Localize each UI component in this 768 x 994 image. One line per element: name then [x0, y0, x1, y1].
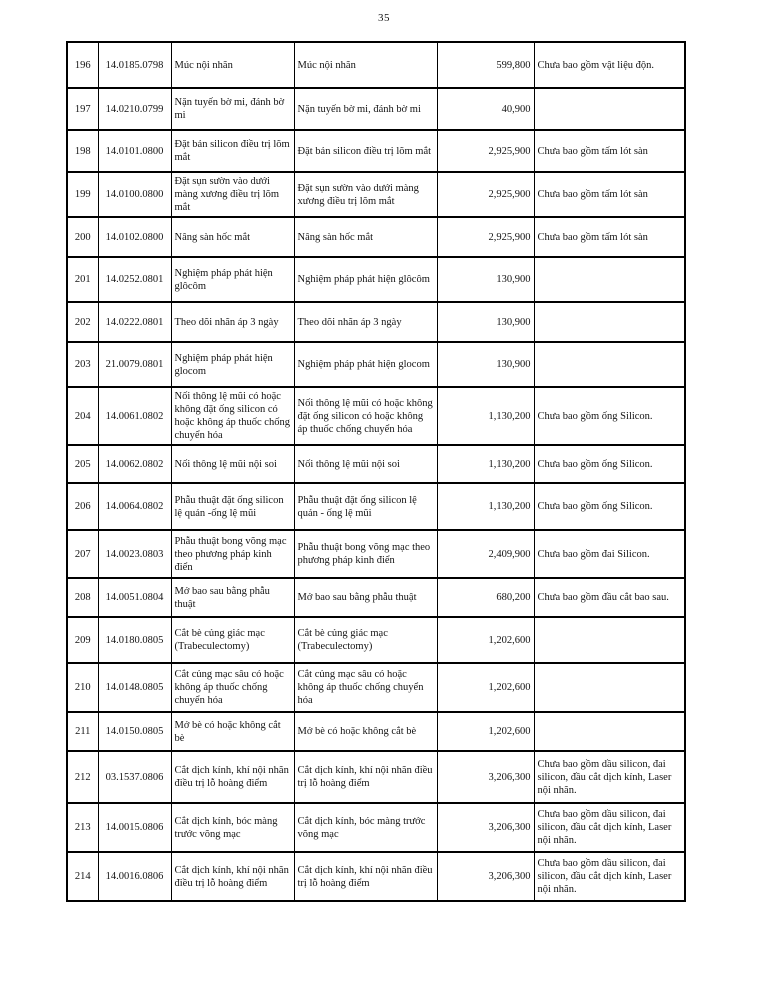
price-cell: 130,900	[437, 342, 534, 387]
note-cell: Chưa bao gồm tấm lót sàn	[534, 172, 685, 217]
row-number-cell: 205	[67, 445, 98, 483]
note-cell	[534, 342, 685, 387]
service-name-secondary-cell: Phẫu thuật bong võng mạc theo phương pháp kinh điển	[294, 530, 437, 578]
row-number-cell: 200	[67, 217, 98, 257]
table-row	[67, 257, 685, 302]
note-cell	[534, 663, 685, 712]
service-name-primary-cell: Cắt dịch kính, khí nội nhãn điều trị lỗ hoàng điểm	[171, 751, 294, 803]
service-name-secondary-cell: Cắt bè củng giác mạc (Trabeculectomy)	[294, 617, 437, 663]
row-number-cell: 210	[67, 663, 98, 712]
service-code-cell: 14.0148.0805	[98, 663, 171, 712]
service-name-primary-cell: Nghiệm pháp phát hiện glôcôm	[171, 257, 294, 302]
table-row	[67, 172, 685, 217]
service-code-cell: 03.1537.0806	[98, 751, 171, 803]
note-cell: Chưa bao gồm tấm lót sàn	[534, 217, 685, 257]
service-name-secondary-cell: Cắt dịch kính, khí nội nhãn điều trị lỗ hoàng điểm	[294, 852, 437, 901]
table-row	[67, 387, 685, 445]
table-row	[67, 852, 685, 901]
price-cell: 40,900	[437, 88, 534, 130]
table-row	[67, 445, 685, 483]
service-name-primary-cell: Cắt dịch kính, bóc màng trước võng mạc	[171, 803, 294, 852]
service-name-primary-cell: Nối thông lệ mũi nội soi	[171, 445, 294, 483]
note-cell	[534, 257, 685, 302]
service-name-primary-cell: Phẫu thuật đặt ống silicon lệ quản -ống lệ mũi	[171, 483, 294, 530]
service-name-secondary-cell: Cắt dịch kính, khí nội nhãn điều trị lỗ hoàng điểm	[294, 751, 437, 803]
row-number-cell: 213	[67, 803, 98, 852]
service-name-primary-cell: Đặt sụn sườn vào dưới màng xương điều trị lõm mắt	[171, 172, 294, 217]
service-name-secondary-cell: Nối thông lệ mũi có hoặc không đặt ống silicon có hoặc không áp thuốc chống chuyển hóa	[294, 387, 437, 445]
table-row	[67, 530, 685, 578]
note-cell	[534, 302, 685, 342]
service-code-cell: 14.0180.0805	[98, 617, 171, 663]
note-cell	[534, 617, 685, 663]
service-price-table	[66, 41, 686, 902]
table-row	[67, 578, 685, 617]
service-code-cell: 14.0100.0800	[98, 172, 171, 217]
table-row	[67, 483, 685, 530]
table-row	[67, 617, 685, 663]
table-row	[67, 712, 685, 751]
note-cell	[534, 88, 685, 130]
table-row	[67, 42, 685, 88]
row-number-cell: 196	[67, 42, 98, 88]
row-number-cell: 198	[67, 130, 98, 172]
note-cell: Chưa bao gồm vật liệu độn.	[534, 42, 685, 88]
row-number-cell: 207	[67, 530, 98, 578]
note-cell: Chưa bao gồm đầu cắt bao sau.	[534, 578, 685, 617]
row-number-cell: 208	[67, 578, 98, 617]
service-name-primary-cell: Đặt bản silicon điều trị lõm mắt	[171, 130, 294, 172]
note-cell: Chưa bao gồm ống Silicon.	[534, 387, 685, 445]
note-cell: Chưa bao gồm đai Silicon.	[534, 530, 685, 578]
service-name-primary-cell: Mở bè có hoặc không cắt bè	[171, 712, 294, 751]
service-code-cell: 14.0023.0803	[98, 530, 171, 578]
row-number-cell: 209	[67, 617, 98, 663]
price-cell: 130,900	[437, 257, 534, 302]
price-cell: 2,409,900	[437, 530, 534, 578]
note-cell: Chưa bao gồm tấm lót sàn	[534, 130, 685, 172]
service-code-cell: 14.0252.0801	[98, 257, 171, 302]
price-cell: 2,925,900	[437, 172, 534, 217]
service-code-cell: 14.0015.0806	[98, 803, 171, 852]
row-number-cell: 211	[67, 712, 98, 751]
service-name-primary-cell: Cắt dịch kính, khí nội nhãn điều trị lỗ hoàng điểm	[171, 852, 294, 901]
service-name-primary-cell: Nối thông lệ mũi có hoặc không đặt ống silicon có hoặc không áp thuốc chống chuyển hóa	[171, 387, 294, 445]
table-row	[67, 217, 685, 257]
price-cell: 680,200	[437, 578, 534, 617]
table-body	[67, 42, 685, 901]
row-number-cell: 199	[67, 172, 98, 217]
table-row	[67, 130, 685, 172]
service-name-primary-cell: Múc nội nhãn	[171, 42, 294, 88]
note-cell	[534, 712, 685, 751]
service-name-secondary-cell: Mở bè có hoặc không cắt bè	[294, 712, 437, 751]
service-name-secondary-cell: Cắt củng mạc sâu có hoặc không áp thuốc chống chuyển hóa	[294, 663, 437, 712]
price-cell: 1,130,200	[437, 483, 534, 530]
note-cell: Chưa bao gồm ống Silicon.	[534, 445, 685, 483]
price-cell: 3,206,300	[437, 803, 534, 852]
service-code-cell: 14.0102.0800	[98, 217, 171, 257]
service-code-cell: 14.0062.0802	[98, 445, 171, 483]
service-name-primary-cell: Nặn tuyến bờ mi, đánh bờ mi	[171, 88, 294, 130]
service-name-primary-cell: Mở bao sau bằng phẫu thuật	[171, 578, 294, 617]
price-cell: 1,202,600	[437, 617, 534, 663]
price-cell: 1,130,200	[437, 387, 534, 445]
service-name-primary-cell: Nâng sàn hốc mắt	[171, 217, 294, 257]
service-code-cell: 14.0064.0802	[98, 483, 171, 530]
service-name-secondary-cell: Nghiệm pháp phát hiện glocom	[294, 342, 437, 387]
table-row	[67, 663, 685, 712]
price-cell: 1,130,200	[437, 445, 534, 483]
service-code-cell: 14.0150.0805	[98, 712, 171, 751]
price-cell: 2,925,900	[437, 130, 534, 172]
row-number-cell: 197	[67, 88, 98, 130]
table-row	[67, 88, 685, 130]
service-code-cell: 14.0051.0804	[98, 578, 171, 617]
price-cell: 130,900	[437, 302, 534, 342]
note-cell: Chưa bao gồm dầu silicon, đai silicon, đầu cắt dịch kính, Laser nội nhãn.	[534, 751, 685, 803]
service-name-primary-cell: Nghiệm pháp phát hiện glocom	[171, 342, 294, 387]
table-row	[67, 302, 685, 342]
row-number-cell: 212	[67, 751, 98, 803]
price-cell: 1,202,600	[437, 712, 534, 751]
note-cell: Chưa bao gồm dầu silicon, đai silicon, đầu cắt dịch kính, Laser nội nhãn.	[534, 852, 685, 901]
service-name-primary-cell: Phẫu thuật bong võng mạc theo phương pháp kinh điển	[171, 530, 294, 578]
service-name-primary-cell: Cắt củng mạc sâu có hoặc không áp thuốc chống chuyển hóa	[171, 663, 294, 712]
service-code-cell: 14.0016.0806	[98, 852, 171, 901]
service-code-cell: 14.0222.0801	[98, 302, 171, 342]
service-name-secondary-cell: Đặt bản silicon điều trị lõm mắt	[294, 130, 437, 172]
row-number-cell: 201	[67, 257, 98, 302]
row-number-cell: 204	[67, 387, 98, 445]
service-name-secondary-cell: Nặn tuyến bờ mi, đánh bờ mi	[294, 88, 437, 130]
price-cell: 3,206,300	[437, 751, 534, 803]
price-cell: 599,800	[437, 42, 534, 88]
service-name-secondary-cell: Mở bao sau bằng phẫu thuật	[294, 578, 437, 617]
service-code-cell: 14.0185.0798	[98, 42, 171, 88]
service-name-primary-cell: Theo dõi nhãn áp 3 ngày	[171, 302, 294, 342]
service-name-secondary-cell: Phẫu thuật đặt ống silicon lệ quản - ống lệ mũi	[294, 483, 437, 530]
service-name-secondary-cell: Theo dõi nhãn áp 3 ngày	[294, 302, 437, 342]
row-number-cell: 202	[67, 302, 98, 342]
service-name-secondary-cell: Nghiệm pháp phát hiện glôcôm	[294, 257, 437, 302]
row-number-cell: 214	[67, 852, 98, 901]
table-row	[67, 751, 685, 803]
service-code-cell: 14.0061.0802	[98, 387, 171, 445]
service-code-cell: 21.0079.0801	[98, 342, 171, 387]
note-cell: Chưa bao gồm ống Silicon.	[534, 483, 685, 530]
row-number-cell: 206	[67, 483, 98, 530]
table-row	[67, 342, 685, 387]
page-number: 35	[378, 12, 390, 24]
service-code-cell: 14.0101.0800	[98, 130, 171, 172]
table-row	[67, 803, 685, 852]
service-name-secondary-cell: Nối thông lệ mũi nội soi	[294, 445, 437, 483]
service-name-secondary-cell: Cắt dịch kính, bóc màng trước võng mạc	[294, 803, 437, 852]
service-name-secondary-cell: Múc nội nhãn	[294, 42, 437, 88]
price-cell: 2,925,900	[437, 217, 534, 257]
service-name-secondary-cell: Nâng sàn hốc mắt	[294, 217, 437, 257]
service-code-cell: 14.0210.0799	[98, 88, 171, 130]
service-name-primary-cell: Cắt bè củng giác mạc (Trabeculectomy)	[171, 617, 294, 663]
note-cell: Chưa bao gồm dầu silicon, đai silicon, đầu cắt dịch kính, Laser nội nhãn.	[534, 803, 685, 852]
price-cell: 3,206,300	[437, 852, 534, 901]
service-name-secondary-cell: Đặt sụn sườn vào dưới màng xương điều trị lõm mắt	[294, 172, 437, 217]
row-number-cell: 203	[67, 342, 98, 387]
price-cell: 1,202,600	[437, 663, 534, 712]
